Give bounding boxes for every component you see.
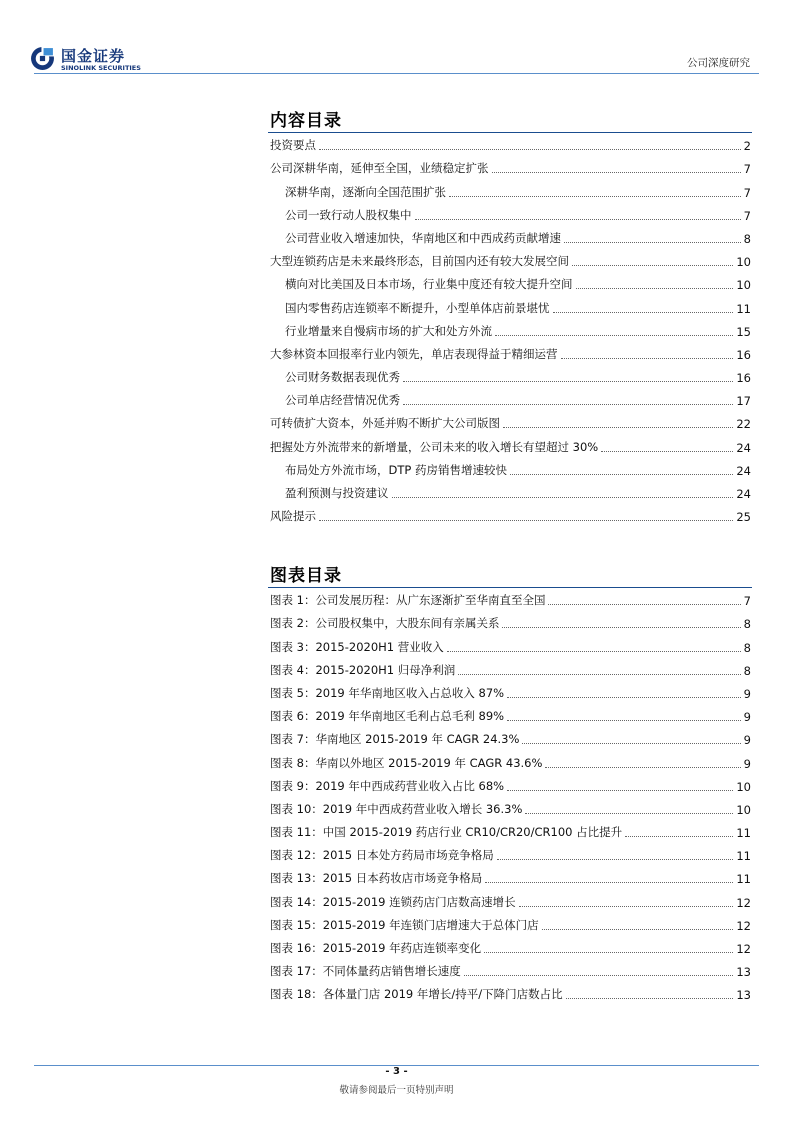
figure-entry[interactable] <box>270 913 751 936</box>
dot-leader <box>458 674 740 675</box>
toc-entry-label: 横向对比美国及日本市场，行业集中度还有较大提升空间 <box>285 277 573 292</box>
toc-entry-label: 深耕华南，逐渐向全国范围扩张 <box>285 184 446 199</box>
figure-entry-label: 图表 8：华南以外地区 2015-2019 年 CAGR 43.6% <box>270 755 543 770</box>
figure-entry-page-number: 8 <box>743 640 751 655</box>
dot-leader <box>492 172 741 173</box>
toc-entry-label: 公司深耕华南，延伸至全国，业绩稳定扩张 <box>270 161 489 176</box>
logo-chinese-name: 国金证券 <box>61 47 126 65</box>
toc-entry-label: 公司营业收入增速加快，华南地区和中西成药贡献增速 <box>285 230 561 245</box>
toc-entry[interactable] <box>270 249 751 272</box>
toc-entry[interactable] <box>270 365 751 388</box>
figure-entry-label: 图表 4：2015-2020H1 归母净利润 <box>270 662 456 677</box>
dot-leader <box>522 743 740 744</box>
figure-entry[interactable] <box>270 843 751 866</box>
toc-entry[interactable] <box>270 133 751 156</box>
dot-leader <box>553 312 734 313</box>
dot-leader <box>566 998 734 999</box>
figure-entry-label: 图表 15：2015-2019 年连锁门店增速大于总体门店 <box>270 917 539 932</box>
toc-entry-page-number: 16 <box>736 347 751 362</box>
toc-entry[interactable] <box>270 295 751 318</box>
figure-entry[interactable] <box>270 727 751 750</box>
dot-leader <box>484 952 733 953</box>
dot-leader <box>319 149 741 150</box>
dot-leader <box>561 358 734 359</box>
dot-leader <box>485 882 733 883</box>
figure-entry[interactable] <box>270 681 751 704</box>
figure-entry-page-number: 12 <box>736 918 751 933</box>
toc-entry[interactable] <box>270 226 751 249</box>
dot-leader <box>449 196 741 197</box>
dot-leader <box>507 790 733 791</box>
figure-entry-label: 图表 10：2019 年中西成药营业收入增长 36.3% <box>270 801 523 816</box>
dot-leader <box>502 627 740 628</box>
logo-english-name: SINOLINK SECURITIES <box>61 64 141 72</box>
dot-leader <box>519 906 734 907</box>
figure-entry-label: 图表 18：各体量门店 2019 年增长/持平/下降门店数占比 <box>270 987 563 1002</box>
contents-title: 内容目录 <box>270 111 342 131</box>
toc-entry-label: 大型连锁药店是未来最终形态，目前国内还有较大发展空间 <box>270 254 569 269</box>
toc-entry-label: 把握处方外流带来的新增量，公司未来的收入增长有望超过 30% <box>270 439 599 454</box>
toc-entry-label: 盈利预测与投资建议 <box>285 486 389 500</box>
toc-entry-page-number: 24 <box>736 440 751 455</box>
toc-entry-label: 公司一致行动人股权集中 <box>285 207 412 222</box>
toc-entry-page-number: 7 <box>743 208 751 223</box>
figure-entry-label: 图表 1：公司发展历程：从广东逐渐扩至华南直至全国 <box>270 593 546 608</box>
toc-entry-label: 国内零售药店连锁率不断提升，小型单体店前景堪忧 <box>285 300 550 315</box>
figure-entry-page-number: 11 <box>736 826 751 841</box>
figure-entry-page-number: 8 <box>743 663 751 678</box>
dot-leader <box>447 651 741 652</box>
toc-entry-page-number: 10 <box>736 278 751 293</box>
toc-entry-page-number: 15 <box>736 324 751 339</box>
dot-leader <box>510 474 733 475</box>
company-logo <box>30 44 150 74</box>
figure-entry[interactable] <box>270 982 751 1005</box>
toc-entry-page-number: 7 <box>743 185 751 200</box>
toc-entry-page-number: 17 <box>736 394 751 409</box>
dot-leader <box>572 265 733 266</box>
dot-leader <box>548 604 740 605</box>
dot-leader <box>507 720 741 721</box>
figure-entry-label: 图表 6：2019 年华南地区毛利占总毛利 89% <box>270 709 505 724</box>
figure-entry-label: 图表 5：2019 年华南地区收入占总收入 87% <box>270 685 505 700</box>
document-type-label: 公司深度研究 <box>687 57 750 69</box>
toc-entry-label: 公司单店经营情况优秀 <box>285 393 400 408</box>
dot-leader <box>503 427 733 428</box>
figure-entry-label: 图表 7：华南地区 2015-2019 年 CAGR 24.3% <box>270 732 520 747</box>
dot-leader <box>495 335 733 336</box>
toc-entry-page-number: 8 <box>743 231 751 246</box>
footer-disclaimer: 敬请参阅最后一页特别声明 <box>339 1085 454 1096</box>
dot-leader <box>625 836 733 837</box>
dot-leader <box>415 219 741 220</box>
dot-leader <box>576 288 734 289</box>
toc-entry-page-number: 2 <box>743 139 751 154</box>
dot-leader <box>403 381 733 382</box>
figure-entry[interactable] <box>270 611 751 634</box>
figure-entry[interactable] <box>270 588 751 611</box>
figure-entry[interactable] <box>270 774 751 797</box>
dot-leader <box>525 813 733 814</box>
figure-entry-label: 图表 13：2015 日本药妆店市场竞争格局 <box>270 871 483 886</box>
figure-entry[interactable] <box>270 866 751 889</box>
dot-leader <box>507 697 741 698</box>
figure-entry-page-number: 7 <box>743 594 751 609</box>
figure-entry-label: 图表 11：中国 2015-2019 药店行业 CR10/CR20/CR100 占比提升 <box>270 825 623 840</box>
page-number: - 3 - <box>385 1066 408 1077</box>
figure-entry[interactable] <box>270 889 751 912</box>
contents-list <box>270 133 751 527</box>
toc-entry[interactable] <box>270 156 751 179</box>
figure-entry[interactable] <box>270 797 751 820</box>
toc-entry-label: 公司财务数据表现优秀 <box>285 370 400 385</box>
dot-leader <box>601 451 733 452</box>
toc-entry-page-number: 10 <box>736 255 751 270</box>
toc-entry-page-number: 24 <box>736 463 751 478</box>
figure-entry-page-number: 8 <box>743 617 751 632</box>
toc-entry-page-number: 16 <box>736 371 751 386</box>
figure-entry-label: 图表 17：不同体量药店销售增长速度 <box>270 964 461 979</box>
figure-entry[interactable] <box>270 658 751 681</box>
figure-entry-page-number: 13 <box>736 965 751 980</box>
toc-entry[interactable] <box>270 342 751 365</box>
figure-entry[interactable] <box>270 959 751 982</box>
toc-entry[interactable] <box>270 319 751 342</box>
dot-leader <box>319 520 733 521</box>
toc-entry-label: 风险提示 <box>270 509 316 524</box>
dot-leader <box>542 929 734 930</box>
toc-entry[interactable] <box>270 434 751 457</box>
toc-entry[interactable] <box>270 272 751 295</box>
figure-entry-label: 图表 14：2015-2019 连锁药店门店数高速增长 <box>270 894 516 909</box>
dot-leader <box>392 497 734 498</box>
figure-entry-page-number: 9 <box>743 710 751 725</box>
figure-entry[interactable] <box>270 704 751 727</box>
toc-entry[interactable] <box>270 481 751 504</box>
figure-entry-page-number: 10 <box>736 802 751 817</box>
toc-entry-label: 投资要点 <box>270 138 316 153</box>
figures-list <box>270 588 751 1005</box>
figures-title: 图表目录 <box>270 566 342 586</box>
dot-leader <box>545 767 740 768</box>
figure-entry-label: 图表 3：2015-2020H1 营业收入 <box>270 639 444 654</box>
toc-entry[interactable] <box>270 458 751 481</box>
toc-entry[interactable] <box>270 203 751 226</box>
toc-entry[interactable] <box>270 179 751 202</box>
toc-entry[interactable] <box>270 411 751 434</box>
sinolink-logo-icon <box>30 46 55 71</box>
figure-entry[interactable] <box>270 820 751 843</box>
dot-leader <box>464 975 734 976</box>
figure-entry-page-number: 12 <box>736 942 751 956</box>
figure-entry[interactable] <box>270 936 751 959</box>
figure-entry-label: 图表 2：公司股权集中，大股东间有亲属关系 <box>270 616 500 631</box>
figure-entry-page-number: 12 <box>736 895 751 910</box>
toc-entry[interactable] <box>270 504 751 527</box>
dot-leader <box>564 242 741 243</box>
toc-entry-page-number: 7 <box>743 162 751 177</box>
toc-entry-page-number: 24 <box>736 487 751 501</box>
figure-entry-page-number: 9 <box>743 733 751 748</box>
toc-entry-label: 行业增量来自慢病市场的扩大和处方外流 <box>285 323 492 338</box>
figure-entry-page-number: 11 <box>736 872 751 887</box>
figure-entry-label: 图表 9：2019 年中西成药营业收入占比 68% <box>270 778 505 793</box>
figure-entry-page-number: 11 <box>736 849 751 864</box>
figure-entry-label: 图表 12：2015 日本处方药局市场竞争格局 <box>270 848 494 863</box>
dot-leader <box>497 859 734 860</box>
toc-entry-label: 可转债扩大资本，外延并购不断扩大公司版图 <box>270 416 500 431</box>
toc-entry-page-number: 22 <box>736 417 751 432</box>
dot-leader <box>403 404 733 405</box>
figure-entry-page-number: 9 <box>743 686 751 701</box>
figure-entry[interactable] <box>270 634 751 657</box>
toc-entry-label: 布局处方外流市场，DTP 药房销售增速较快 <box>285 462 507 477</box>
figure-entry-page-number: 10 <box>736 779 751 794</box>
figure-entry-page-number: 9 <box>743 756 751 771</box>
toc-entry-label: 大参林资本回报率行业内领先，单店表现得益于精细运营 <box>270 346 558 361</box>
header-divider <box>34 73 759 74</box>
toc-entry-page-number: 11 <box>736 301 751 316</box>
figure-entry-page-number: 13 <box>736 988 751 1003</box>
toc-entry-page-number: 25 <box>736 510 751 525</box>
figure-entry-label: 图表 16：2015-2019 年药店连锁率变化 <box>270 941 482 955</box>
figure-entry[interactable] <box>270 750 751 773</box>
toc-entry[interactable] <box>270 388 751 411</box>
